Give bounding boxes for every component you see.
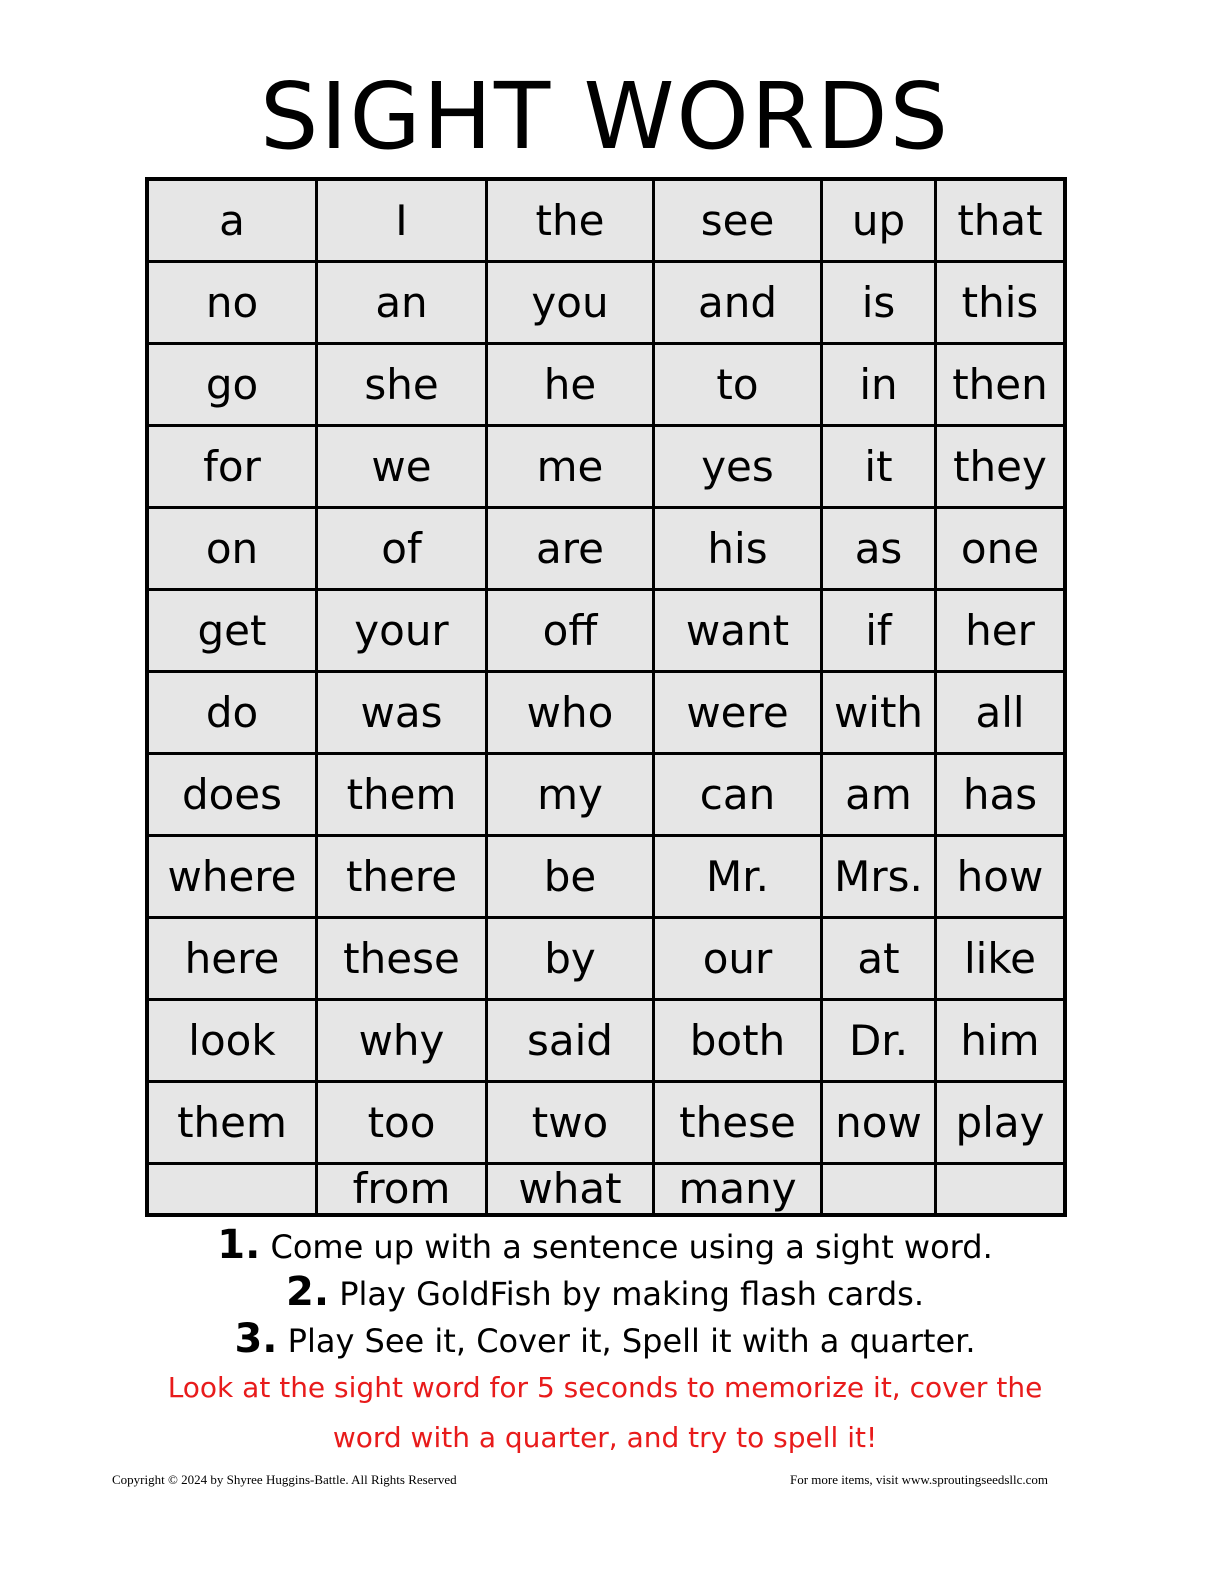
word-cell: Mr.	[655, 837, 823, 919]
word-cell: our	[655, 919, 823, 1001]
word-cell: go	[149, 345, 318, 427]
word-cell: this	[937, 263, 1063, 345]
word-cell: my	[488, 755, 655, 837]
word-cell: like	[937, 919, 1063, 1001]
word-cell: the	[488, 181, 655, 263]
word-cell: was	[318, 673, 488, 755]
word-cell: do	[149, 673, 318, 755]
instruction-step-1	[0, 1222, 1210, 1269]
word-cell: I	[318, 181, 488, 263]
word-cell: both	[655, 1001, 823, 1083]
word-cell: these	[655, 1083, 823, 1165]
word-cell: who	[488, 673, 655, 755]
instructions	[0, 1222, 1210, 1463]
word-cell: can	[655, 755, 823, 837]
word-cell	[823, 1165, 937, 1213]
word-cell: yes	[655, 427, 823, 509]
word-cell: for	[149, 427, 318, 509]
page-title: SIGHT WORDS	[260, 63, 950, 170]
word-cell: does	[149, 755, 318, 837]
word-cell: Dr.	[823, 1001, 937, 1083]
step-text: Play GoldFish by making flash cards.	[329, 1275, 924, 1313]
word-cell: them	[318, 755, 488, 837]
word-cell: him	[937, 1001, 1063, 1083]
word-cell: her	[937, 591, 1063, 673]
word-cell: in	[823, 345, 937, 427]
word-cell: many	[655, 1165, 823, 1213]
word-cell: you	[488, 263, 655, 345]
word-cell: is	[823, 263, 937, 345]
word-cell: off	[488, 591, 655, 673]
word-cell: by	[488, 919, 655, 1001]
word-cell: these	[318, 919, 488, 1001]
word-cell: an	[318, 263, 488, 345]
word-cell: be	[488, 837, 655, 919]
instruction-step-2	[0, 1269, 1210, 1316]
website-notice: For more items, visit www.sproutingseedsllc.com	[790, 1472, 1049, 1487]
word-cell: why	[318, 1001, 488, 1083]
word-cell: from	[318, 1165, 488, 1213]
step-number: 2.	[285, 1269, 330, 1315]
word-cell: his	[655, 509, 823, 591]
word-cell: were	[655, 673, 823, 755]
word-cell: all	[937, 673, 1063, 755]
word-cell: on	[149, 509, 318, 591]
copyright-notice: Copyright © 2024 by Shyree Huggins-Battle. All Rights Reserved	[112, 1472, 457, 1487]
step-text: Come up with a sentence using a sight word.	[260, 1228, 993, 1266]
word-cell: now	[823, 1083, 937, 1165]
word-cell: of	[318, 509, 488, 591]
word-cell: no	[149, 263, 318, 345]
word-cell: she	[318, 345, 488, 427]
word-cell: has	[937, 755, 1063, 837]
word-cell: as	[823, 509, 937, 591]
word-cell: he	[488, 345, 655, 427]
word-cell: them	[149, 1083, 318, 1165]
word-cell: if	[823, 591, 937, 673]
word-cell: want	[655, 591, 823, 673]
word-cell: look	[149, 1001, 318, 1083]
sight-word-table	[145, 177, 1067, 1217]
step-text: Play See it, Cover it, Spell it with a quarter.	[277, 1322, 976, 1360]
word-cell: here	[149, 919, 318, 1001]
instruction-step-3	[0, 1316, 1210, 1363]
step-number: 1.	[217, 1222, 261, 1268]
word-cell: we	[318, 427, 488, 509]
word-cell: where	[149, 837, 318, 919]
word-cell: Mrs.	[823, 837, 937, 919]
word-cell: to	[655, 345, 823, 427]
word-cell: me	[488, 427, 655, 509]
word-cell	[937, 1165, 1063, 1213]
word-cell: with	[823, 673, 937, 755]
word-cell: that	[937, 181, 1063, 263]
step-number: 3.	[234, 1316, 278, 1362]
word-cell: get	[149, 591, 318, 673]
word-cell	[149, 1165, 318, 1213]
word-cell: one	[937, 509, 1063, 591]
word-cell: and	[655, 263, 823, 345]
word-cell: up	[823, 181, 937, 263]
word-cell: a	[149, 181, 318, 263]
word-cell: said	[488, 1001, 655, 1083]
word-cell: at	[823, 919, 937, 1001]
word-cell: your	[318, 591, 488, 673]
word-cell: they	[937, 427, 1063, 509]
word-cell: there	[318, 837, 488, 919]
word-cell: it	[823, 427, 937, 509]
word-cell: play	[937, 1083, 1063, 1165]
word-cell: see	[655, 181, 823, 263]
word-cell: then	[937, 345, 1063, 427]
word-cell: how	[937, 837, 1063, 919]
word-cell: what	[488, 1165, 655, 1213]
word-cell: too	[318, 1083, 488, 1165]
word-cell: am	[823, 755, 937, 837]
word-cell: two	[488, 1083, 655, 1165]
word-cell: are	[488, 509, 655, 591]
instruction-note: Look at the sight word for 5 seconds to memorize it, cover the word with a quarter, and try to spell it!	[167, 1371, 1043, 1454]
